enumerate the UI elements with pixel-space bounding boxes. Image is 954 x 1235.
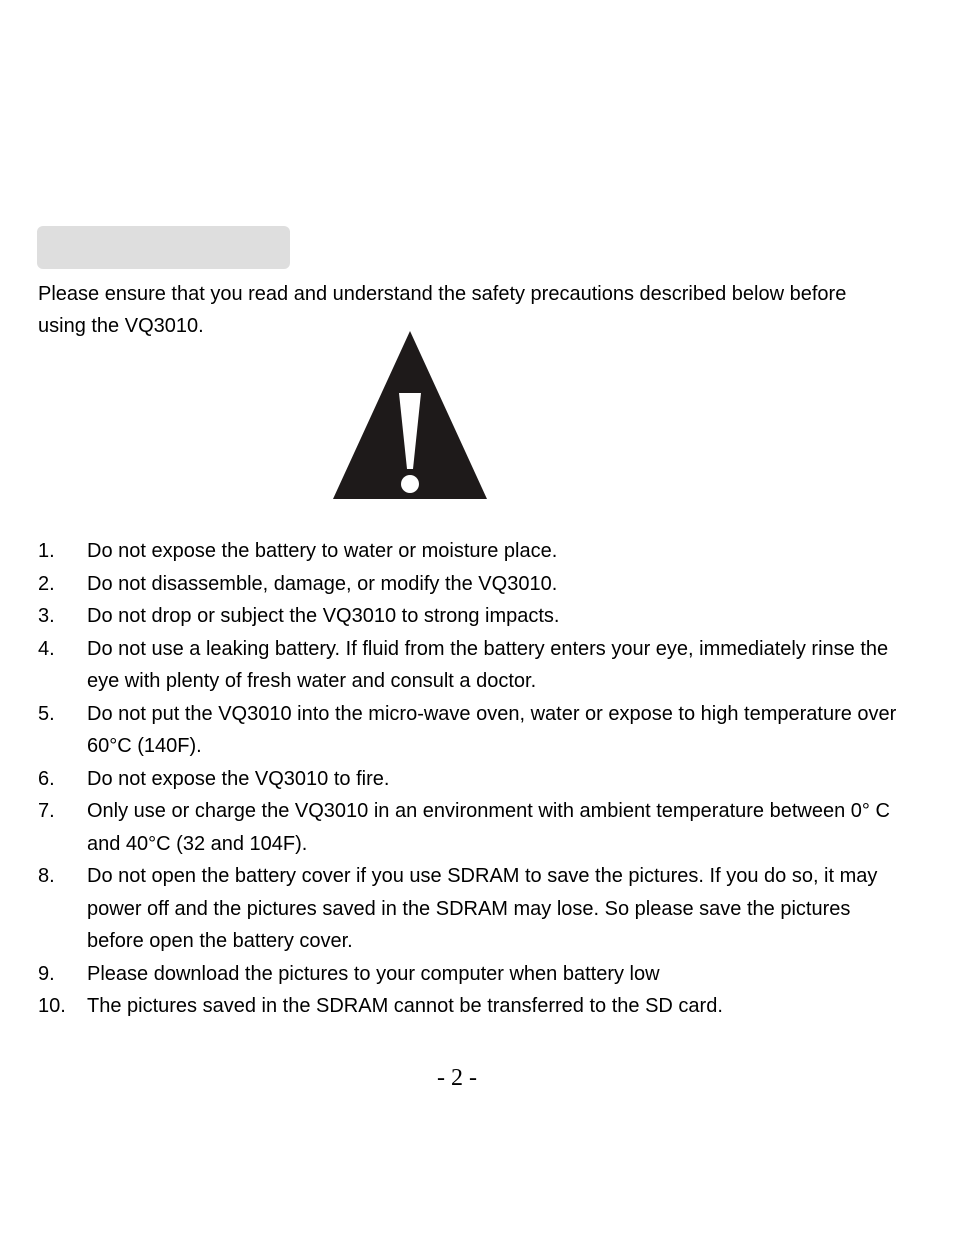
item-text: Do not expose the VQ3010 to fire.: [87, 767, 390, 790]
item-number: 1.: [38, 540, 55, 562]
item-text: Do not drop or subject the VQ3010 to strong impacts.: [87, 605, 560, 627]
item-number: 7.: [38, 800, 55, 822]
list-item: [38, 535, 898, 568]
item-text: Do not disassemble, damage, or modify the VQ3010.: [87, 572, 558, 595]
section-header-box: [37, 226, 290, 269]
list-item: [38, 633, 898, 698]
list-item: [38, 860, 898, 958]
list-item: [38, 568, 898, 601]
list-item: [38, 600, 898, 633]
item-text: Only use or charge the VQ3010 in an environment with ambient temperature between 0° C and 40°C (32 and 104F).: [87, 800, 890, 855]
item-number: 6.: [38, 767, 55, 790]
item-text: Do not put the VQ3010 into the micro-wave oven, water or expose to high temperature over 60°C (140F).: [87, 702, 897, 757]
item-number: 4.: [38, 637, 55, 660]
warning-triangle-icon: [333, 331, 487, 499]
list-item: [38, 990, 898, 1023]
intro-text: Please ensure that you read and understand the safety precautions described below before using the VQ3010.: [38, 283, 847, 337]
item-number: 8.: [38, 865, 55, 887]
list-item: [38, 795, 898, 860]
item-number: 9.: [38, 962, 55, 985]
item-text: Please download the pictures to your computer when battery low: [87, 962, 660, 985]
item-number: 3.: [38, 605, 55, 627]
list-item: [38, 698, 898, 763]
item-number: 10.: [38, 995, 66, 1017]
precautions-list: [38, 535, 898, 1023]
item-text: The pictures saved in the SDRAM cannot be transferred to the SD card.: [87, 995, 723, 1017]
page-number: - 2 -: [437, 1065, 477, 1091]
item-number: 5.: [38, 702, 55, 725]
item-text: Do not open the battery cover if you use SDRAM to save the pictures. If you do so, it may power off and the pictures saved in the SDRAM may lose. So please save the pictures before open the battery cover.: [87, 865, 878, 952]
item-number: 2.: [38, 572, 55, 595]
item-text: Do not expose the battery to water or moisture place.: [87, 540, 558, 562]
item-text: Do not use a leaking battery. If fluid from the battery enters your eye, immediately rinse the eye with plenty of fresh water and consult a doctor.: [87, 637, 889, 692]
list-item: [38, 958, 898, 991]
list-item: [38, 763, 898, 796]
